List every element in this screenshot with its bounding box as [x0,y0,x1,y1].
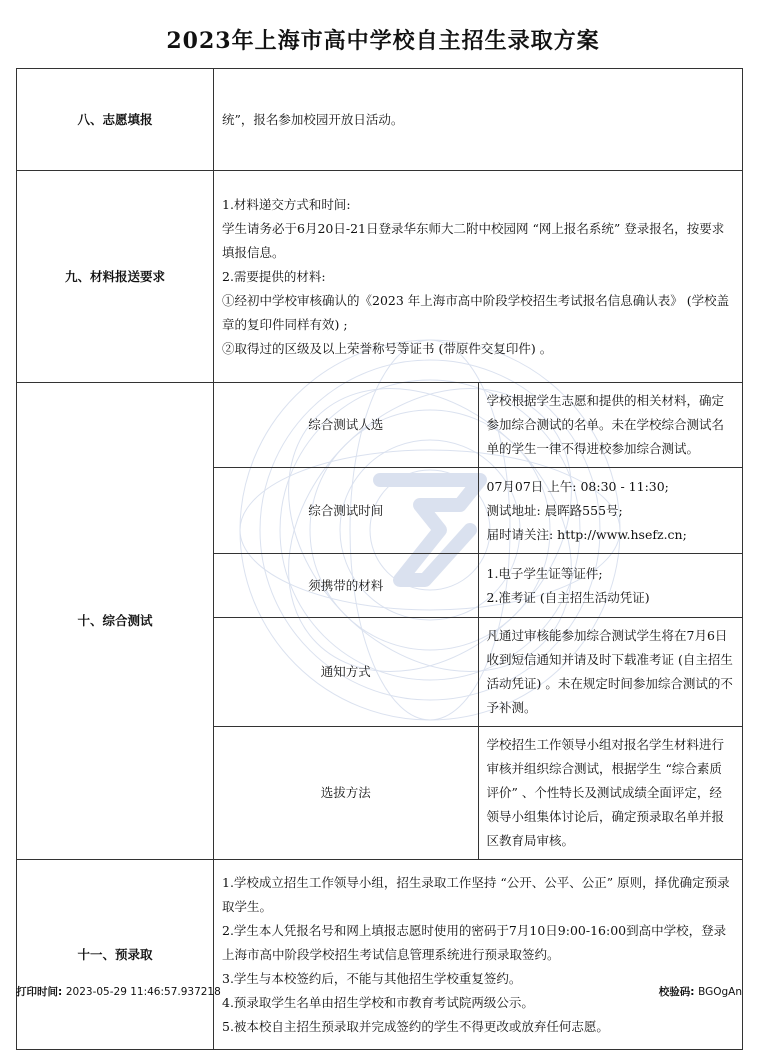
section-content-8 [214,69,743,171]
section-row-10-selection [17,383,743,468]
subsection-content [478,383,743,468]
section-row-11 [17,860,743,1050]
section-label-11: 十一、预录取 [17,860,214,1050]
section-9-line: 2.需要提供的材料: [222,268,326,284]
subsection-label: 综合测试人选 [214,383,479,468]
verification-code [659,984,742,999]
section-8-line: 统”，报名参加校园开放日活动。 [222,111,404,127]
subsection-line: 07月07日 上午: 08:30 - 11:30; [486,478,669,494]
subsection-line: 届时请关注: http://www.hsefz.cn; [486,526,687,542]
section-11-line: 3.学生与本校签约后，不能与其他招生学校重复签约。 [222,970,522,986]
subsection-label: 选拔方法 [214,727,479,860]
section-label-9: 九、材料报送要求 [17,171,214,383]
page-title: 2023年上海市高中学校自主招生录取方案 [166,28,600,54]
verification-code-value: BGOgAn [698,986,742,998]
section-content-9 [214,171,743,383]
print-time-label: 打印时间: [16,986,63,998]
section-9-line: 学生请务必于6月20日-21日登录华东师大二附中校园网 “网上报名系统” 登录报名，按要求填报信息。 [222,220,725,260]
subsection-content [478,468,743,554]
print-time [16,984,221,999]
section-content-11 [214,860,743,1050]
subsection-content [478,554,743,618]
subsection-line: 学校招生工作领导小组对报名学生材料进行审核并组织综合测试，根据学生 “综合素质评价” 、个性特长及测试成绩全面评定，经领导小组集体讨论后，确定预录取名单并报区教育局审核。 [486,737,725,848]
verification-code-label: 校验码: [658,986,695,998]
subsection-label: 通知方式 [214,618,479,727]
subsection-content [478,727,743,860]
section-11-line: 1.学校成立招生工作领导小组，招生录取工作坚持 “公开、公平、公正” 原则，择优确定预录取学生。 [222,874,730,914]
subsection-line: 凡通过审核能参加综合测试学生将在7月6日收到短信通知并请及时下载准考证 (自主招生活动凭证) 。未在规定时间参加综合测试的不予补测。 [486,628,733,715]
subsection-line: 学校根据学生志愿和提供的相关材料，确定参加综合测试的名单。未在学校综合测试名单的学生一律不得进校参加综合测试。 [486,393,725,456]
admission-plan-table [16,68,743,1050]
subsection-line: 测试地址: 晨晖路555号; [486,502,623,518]
subsection-label: 综合测试时间 [214,468,479,554]
section-label-10: 十、综合测试 [17,383,214,860]
subsection-line: 2.准考证 (自主招生活动凭证) [486,589,650,605]
section-row-9 [17,171,743,383]
section-11-line: 4.预录取学生名单由招生学校和市教育考试院两级公示。 [222,994,534,1010]
section-9-line: ①经初中学校审核确认的《2023 年上海市高中阶段学校招生考试报名信息确认表》 (学校盖章的复印件同样有效) ; [222,292,730,332]
subsection-line: 1.电子学生证等证件; [486,565,603,581]
section-9-line: ②取得过的区级及以上荣誉称号等证书 (带原件交复印件) 。 [222,340,553,356]
section-label-8: 八、志愿填报 [17,69,214,171]
subsection-label: 须携带的材料 [214,554,479,618]
subsection-content [478,618,743,727]
section-9-line: 1.材料递交方式和时间: [222,196,351,212]
section-11-line: 2.学生本人凭报名号和网上填报志愿时使用的密码于7月10日9:00-16:00到高中学校，登录上海市高中阶段学校招生考试信息管理系统进行预录取签约。 [222,922,727,962]
section-row-8 [17,69,743,171]
section-11-line: 5.被本校自主招生预录取并完成签约的学生不得更改或放弃任何志愿。 [222,1018,609,1034]
print-time-value: 2023-05-29 11:46:57.937218 [65,986,221,998]
